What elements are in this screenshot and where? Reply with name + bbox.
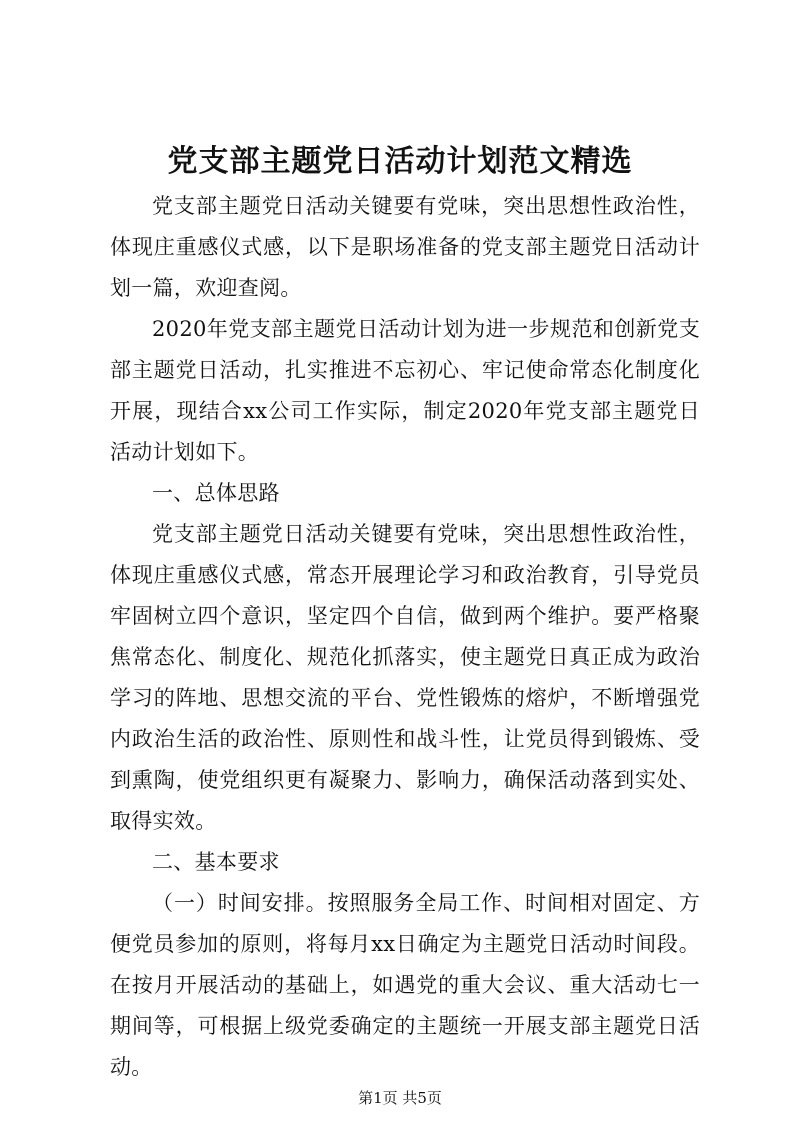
section-heading-basic-requirements: 二、基本要求 — [152, 850, 280, 874]
document-body — [110, 186, 700, 1088]
paragraph-intro: 党支部主题党日活动关键要有党味，突出思想性政治性，体现庄重感仪式感，以下是职场准备的党支部主题党日活动计划一篇，欢迎查阅。 — [110, 194, 700, 300]
paragraph-time-arrangement: （一）时间安排。按照服务全局工作、时间相对固定、方便党员参加的原则，将每月xx日确定为主题党日活动时间段。在按月开展活动的基础上，如遇党的重大会议、重大活动七一期间等，可根据上级党委确定的主题统一开展支部主题党日活动。 — [110, 891, 700, 1079]
section-heading-overall-approach: 一、总体思路 — [152, 481, 280, 505]
document-title: 党支部主题党日活动计划范文精选 — [167, 144, 633, 179]
page-number-footer: 第1页 共5页 — [358, 1089, 442, 1107]
paragraph-plan-purpose: 2020年党支部主题党日活动计划为进一步规范和创新党支部主题党日活动，扎实推进不忘初心、牢记使命常态化制度化开展，现结合xx公司工作实际，制定2020年党支部主题党日活动计划如下。 — [110, 317, 700, 464]
paragraph-overall-approach: 党支部主题党日活动关键要有党味，突出思想性政治性，体现庄重感仪式感，常态开展理论学习和政治教育，引导党员牢固树立四个意识，坚定四个自信，做到两个维护。要严格聚焦常态化、制度化、规范化抓落实，使主题党日真正成为政治学习的阵地、思想交流的平台、党性锻炼的熔炉，不断增强党内政治生活的政治性、原则性和战斗性，让党员得到锻炼、受到熏陶，使党组织更有凝聚力、影响力，确保活动落到实处、取得实效。 — [110, 522, 700, 833]
